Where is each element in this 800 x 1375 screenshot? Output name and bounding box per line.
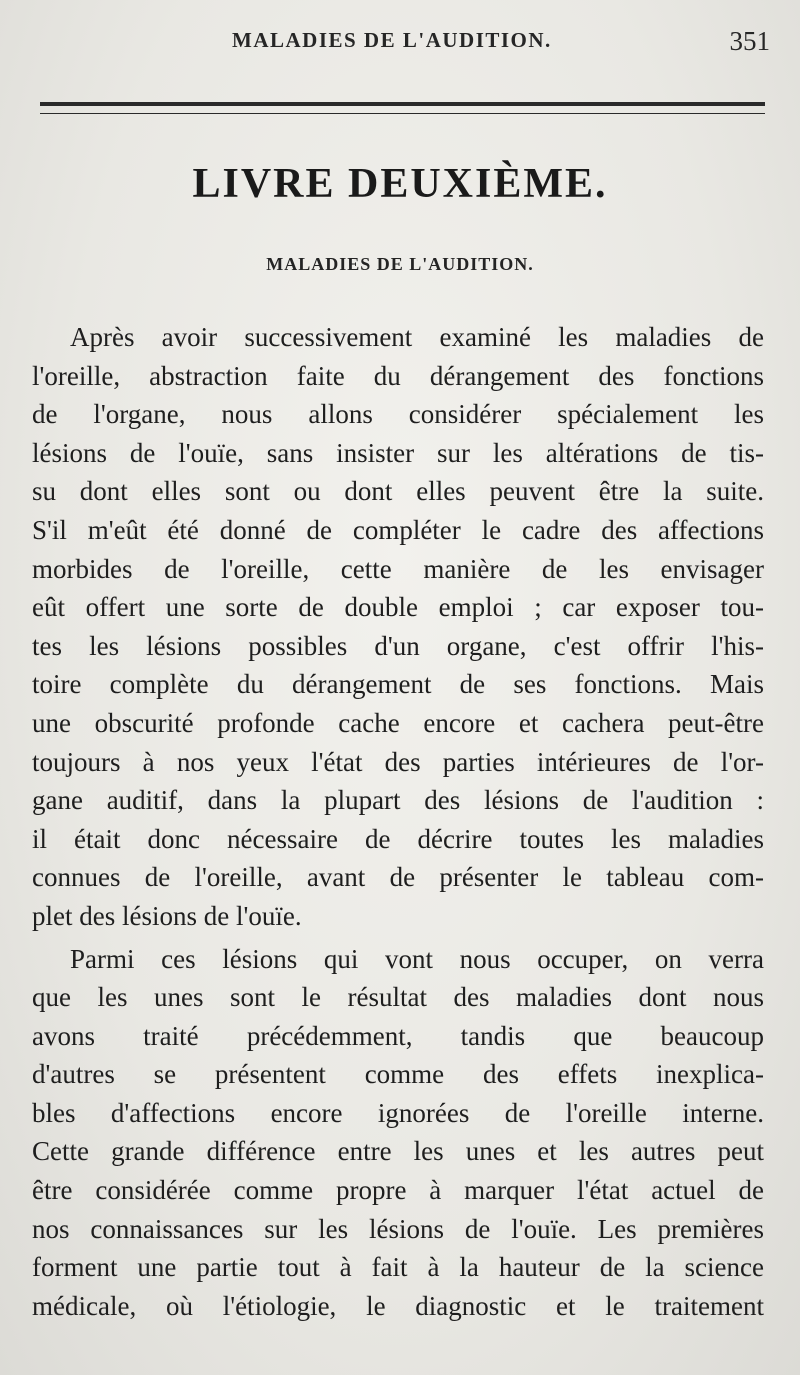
text-line: tes les lésions possibles d'un organe, c'est offrir l'his- xyxy=(32,630,764,661)
text-line: médicale, où l'étiologie, le diagnostic et le traitement xyxy=(32,1290,764,1321)
text-line: bles d'affections encore ignorées de l'oreille interne. xyxy=(32,1097,764,1128)
text-line: nos connaissances sur les lésions de l'ouïe. Les premières xyxy=(32,1213,764,1244)
text-line: su dont elles sont ou dont elles peuvent être la suite. xyxy=(32,476,764,507)
section-title: MALADIES DE L'AUDITION. xyxy=(266,254,534,274)
text-line: une obscurité profonde cache encore et cachera peut-être xyxy=(32,707,764,738)
text-line: toujours à nos yeux l'état des parties intérieures de l'or- xyxy=(32,746,764,777)
body-text xyxy=(32,318,764,1325)
book-title: LIVRE DEUXIÈME. xyxy=(192,161,608,207)
running-header xyxy=(0,26,800,66)
text-line: que les unes sont le résultat des maladies dont nous xyxy=(32,982,764,1013)
text-line: avons traité précédemment, tandis que beaucoup xyxy=(32,1020,764,1051)
page-number: 351 xyxy=(729,26,770,56)
text-line: lésions de l'ouïe, sans insister sur les altérations de tis- xyxy=(32,437,764,468)
text-line: Parmi ces lésions qui vont nous occuper, on verra xyxy=(70,943,764,974)
text-line: forment une partie tout à fait à la hauteur de la science xyxy=(32,1252,764,1283)
text-line: gane auditif, dans la plupart des lésions de l'audition : xyxy=(32,785,764,816)
text-line: plet des lésions de l'ouïe. xyxy=(32,900,302,931)
text-line: de l'organe, nous allons considérer spécialement les xyxy=(32,399,764,430)
text-line: S'il m'eût été donné de compléter le cadre des affections xyxy=(32,514,764,545)
running-title: MALADIES DE L'AUDITION. xyxy=(232,28,552,52)
text-line: morbides de l'oreille, cette manière de les envisager xyxy=(32,553,764,584)
text-line: être considérée comme propre à marquer l'état actuel de xyxy=(32,1175,764,1206)
text-line: d'autres se présentent comme des effets inexplica- xyxy=(32,1059,764,1090)
header-rule-thin xyxy=(40,113,765,114)
header-rule-thick xyxy=(40,102,765,106)
text-line: eût offert une sorte de double emploi ; car exposer tou- xyxy=(32,592,764,623)
text-line: toire complète du dérangement de ses fonctions. Mais xyxy=(32,669,764,700)
text-line: il était donc nécessaire de décrire toutes les maladies xyxy=(32,823,764,854)
text-line: Cette grande différence entre les unes et les autres peut xyxy=(32,1136,764,1167)
text-line: l'oreille, abstraction faite du dérangement des fonctions xyxy=(32,360,764,391)
text-line: Après avoir successivement examiné les maladies de xyxy=(70,322,764,352)
text-line: connues de l'oreille, avant de présenter le tableau com- xyxy=(32,862,764,893)
